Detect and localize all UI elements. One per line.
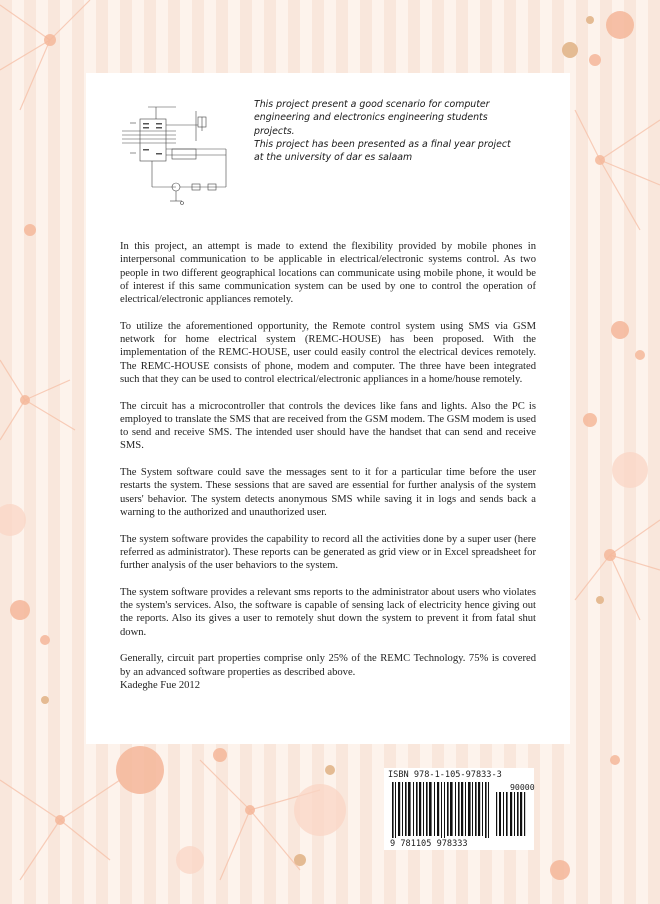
- barcode-bars-icon: [392, 780, 528, 838]
- isbn-barcode: [384, 768, 534, 850]
- paragraph-sms-reports: The system software provides a relevant sms reports to the administrator about users who violates the system's services. Also, the software is capable of sensing lack of electricity hence giving out the reports. Also its gives a user to remotely shut down the system to prevent it from fatal shut down.: [120, 586, 536, 638]
- circuit-diagram-icon: [116, 97, 242, 215]
- note-line: This project present a good scenario for computer: [254, 99, 490, 110]
- paragraph-summary: Generally, circuit part properties comprise only 25% of the REMC Technology. 75% is covered by an advanced software properties as described above.: [120, 653, 536, 678]
- paragraph-circuit: The circuit has a microcontroller that controls the devices like fans and lights. Also the PC is employed to translate the SMS that are received from the GSM modem. The GSM modem is used to send and receive SMS. The intended user should have the handset that can send and receive SMS.: [120, 400, 536, 452]
- note-line: This project has been presented as a final year project: [254, 138, 511, 150]
- author-signature: Kadeghe Fue 2012: [120, 679, 201, 691]
- isbn-label: ISBN 978-1-105-97833-3: [388, 770, 502, 780]
- project-note: [254, 98, 554, 164]
- paragraph-remc-house: To utilize the aforementioned opportunity, the Remote control system using SMS via GSM network for home electrical system (REMC-HOUSE) has been proposed. With the implementation of the REMC-HOUSE, user could easily control the electrical devices remotely. The REMC-HOUSE consists of phone, modem and computer. The three have been integrated such that they can be used to control electrical/electronic appliances in a home/house remotely.: [120, 320, 536, 385]
- barcode-digits: 9 781105 978333: [390, 839, 468, 849]
- paragraph-software-sessions: The System software could save the messages sent to it for a particular time before the user restarts the system. These sessions that are saved are essential for further analysis of the system users' behavior. The system detects anonymous SMS while saving it in logs and sends back a warning to the authorized and unauthorized user.: [120, 467, 536, 518]
- paragraph-intro: In this project, an attempt is made to extend the flexibility provided by mobile phones in interpersonal communication to be applicable in electrical/electronic systems control. As two people in two different geographical locations can communicate using mobile phone, it would be of interest if this same communication system can be used by one to control the operation of electrical/electronic appliances remotely.: [120, 241, 536, 306]
- note-line: engineering and electronics engineering students: [254, 112, 488, 124]
- note-line: at the university of dar es salaam: [254, 152, 413, 164]
- paragraph-reports: The system software provides the capability to record all the activities done by a super user (here referred as administrator). These reports can be generated as grid view or in Excel spreadsheet for further analysis of the user behaviors to the system.: [120, 533, 536, 572]
- description-text: [120, 240, 536, 692]
- note-line: projects.: [254, 125, 295, 137]
- price-code: 90000: [510, 782, 535, 792]
